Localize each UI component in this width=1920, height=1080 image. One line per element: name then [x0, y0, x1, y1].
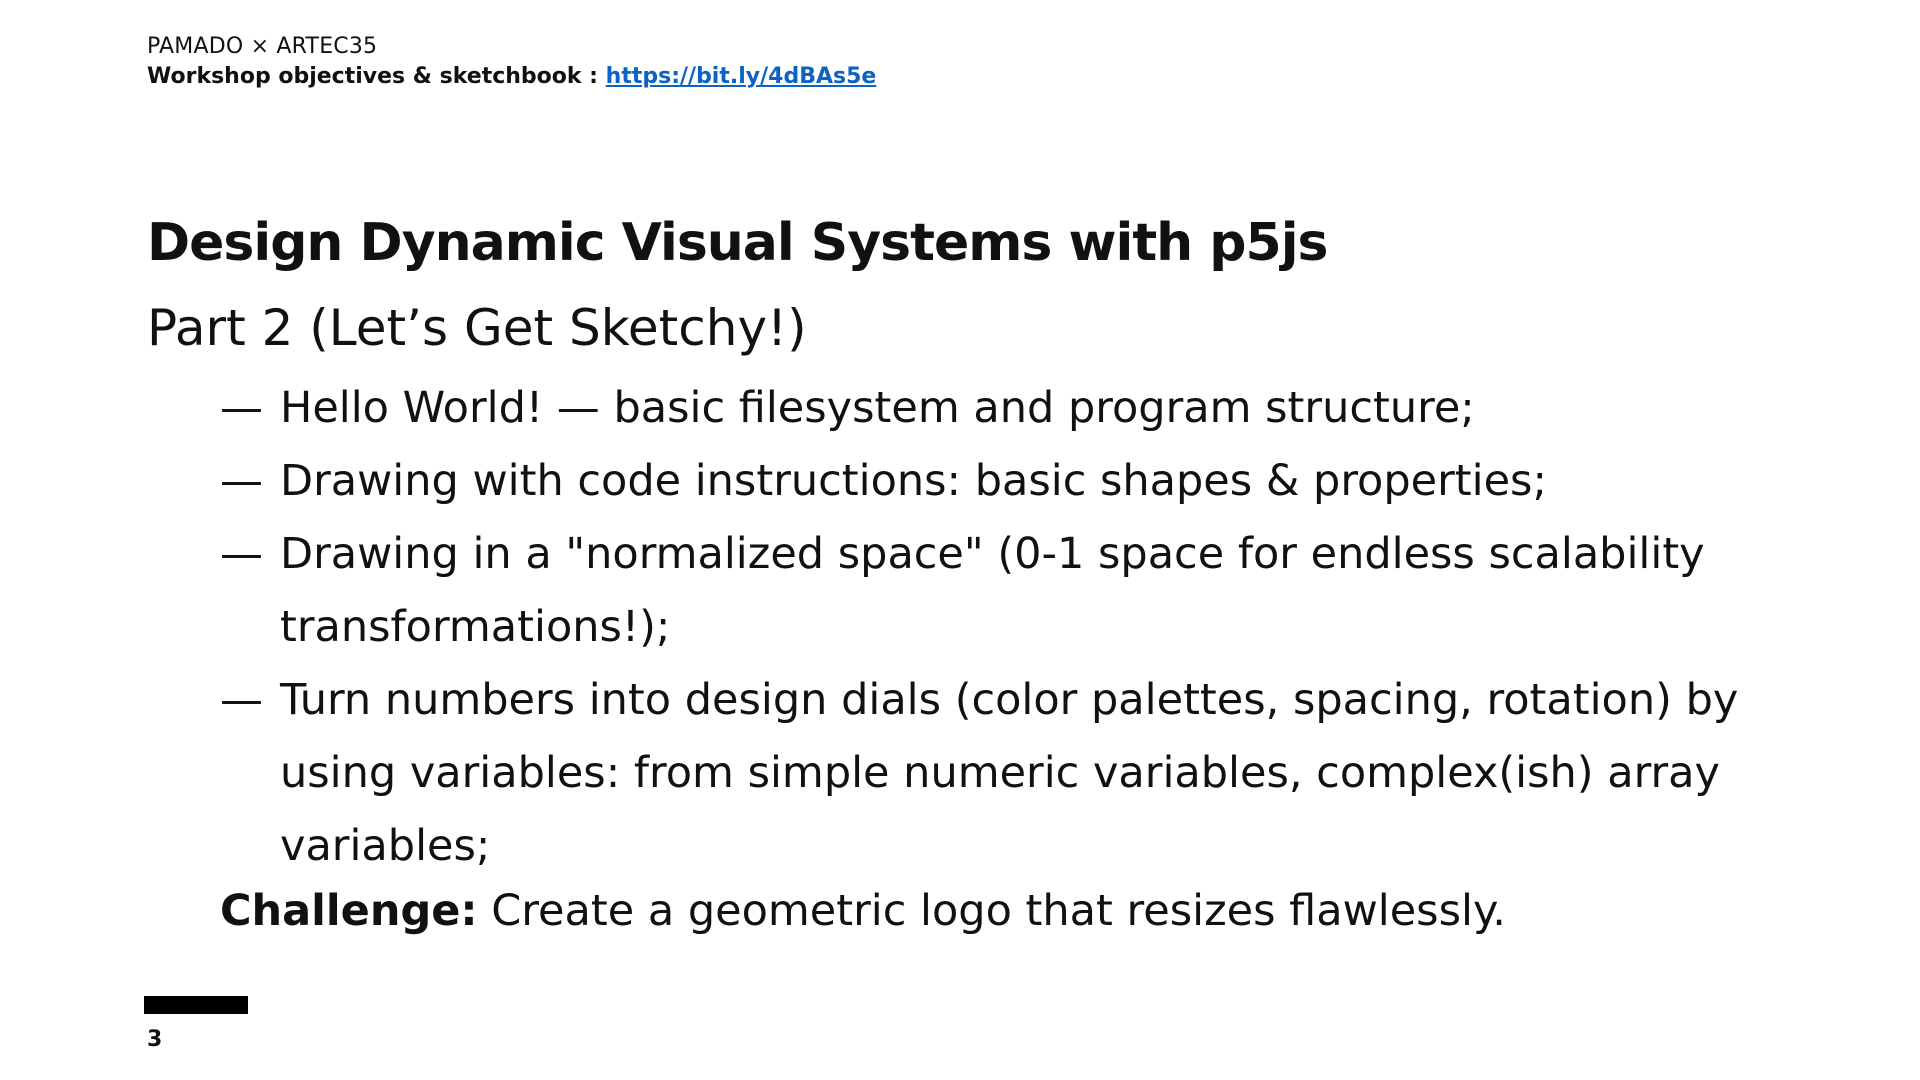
bullet-text: Hello World! — basic filesystem and program structure; — [280, 383, 1475, 433]
sketchbook-link[interactable]: https://bit.ly/4dBAs5e — [605, 64, 877, 89]
slide-title: Design Dynamic Visual Systems with p5js — [147, 213, 1328, 273]
bullet-dash: — — [220, 675, 263, 725]
challenge-text: Create a geometric logo that resizes flawlessly. — [491, 886, 1506, 936]
slide-header — [147, 32, 876, 92]
brand-label: PAMADO × ARTEC35 — [147, 34, 378, 59]
challenge-label: Challenge: — [220, 886, 478, 936]
bullet-text: Drawing with code instructions: basic shapes & properties; — [280, 456, 1547, 506]
challenge-line — [220, 876, 1506, 946]
bullet-item-drawing-instructions — [220, 445, 1860, 518]
objectives-label: Workshop objectives & sketchbook : — [147, 64, 598, 89]
page-number: 3 — [147, 1027, 163, 1052]
objectives-line — [147, 62, 876, 92]
bullet-text: Drawing in a "normalized space" (0-1 space for endless scalability transformations!); — [280, 529, 1705, 652]
bullet-item-design-dials — [220, 664, 1860, 883]
bullet-list — [220, 372, 1860, 883]
bullet-text: Turn numbers into design dials (color palettes, spacing, rotation) by using variables: from simple numeric variables, complex(ish) array variables; — [280, 675, 1739, 871]
bullet-dash: — — [220, 456, 263, 506]
bullet-item-hello-world — [220, 372, 1860, 445]
bullet-dash: — — [220, 529, 263, 579]
bullet-item-normalized-space — [220, 518, 1860, 664]
slide-subtitle: Part 2 (Let’s Get Sketchy!) — [147, 299, 807, 357]
footer-bar — [144, 996, 248, 1014]
bullet-dash: — — [220, 383, 263, 433]
